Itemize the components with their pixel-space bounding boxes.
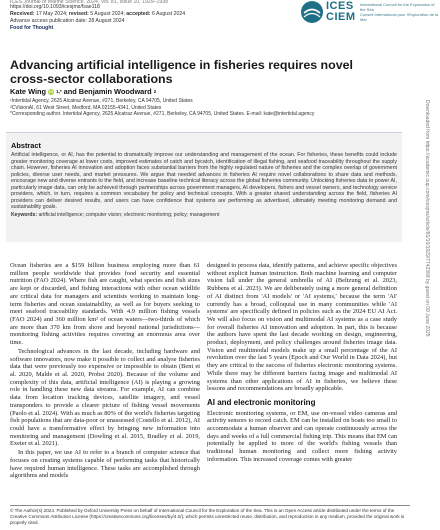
body-paragraph: Electronic monitoring systems, or EM, use on-vessel video cameras and activity sensors to record catch. EM can be installed on boats too small to accommodate a human observer and can operate continuously across the days and weeks of a full commercial fishing trip. This means that EM can potentially be applied to more of the world's fishing vessels than traditional human monitoring and collect more fishing activity information. This increased coverage comes with greater [207, 409, 397, 463]
ices-logo-icon [300, 0, 324, 24]
download-note-text: Downloaded from https://academic.oup.com/icesjms/article/81/10/1929/7742368 by guest on 09 June 2025 [424, 100, 430, 337]
affiliation: ²CVisionAI, 61 West Street, Medford, MA 02155-4341, United States [10, 104, 162, 111]
orcid-icon[interactable]: iD [49, 88, 54, 94]
journal-line: ICES Journal of Marine Science, 2024, Vol. 81, Issue 10, 1929–1938 [10, 0, 169, 4]
license-text: © The Author(s) 2024. Published by Oxford University Press on behalf of International Council for the Exploration of the Sea. This is an Open Access article distributed under the terms of the Creative Commons Attribution License (https://creativecommons.org/licenses/by/4.0/), which permits unrestricted reuse, distribution, and reproduction in any medium, provided the original work is properly cited. [10, 508, 405, 525]
logo-tagline-en: International Council for the Exploration of the Sea [360, 2, 435, 12]
author-name[interactable]: Benjamin Woodward [78, 87, 152, 96]
dates-line: Received: 17 May 2024; revised: 5 August 2024; accepted: 6 August 2024 [10, 11, 186, 17]
body-column-left [10, 262, 200, 481]
body-paragraph: Technological advances in the last decade, including hardware and software innovators, now make it possible to collect and analyse fisheries data that were previously too expensive or impossible to obtain (Bent et al. 2020, Malde et al. 2020, Probst 2020). Because of the volume and complexity of this data, artificial intelligence (AI) is playing a growing role in handling these new data streams. For example, AI can combine data from location tracking devices, satellite imagery, and vessel transponders to provide a clearer picture of fishing vessel movements (Paolo et al. 2024). With as much as 80% of the world's fisheries targeting fish populations that are data-poor or unassessed (Costello et al. 2012), AI could have a transformative effect by bringing new information into monitoring and management (Dowling et al. 2015, Bradley et al. 2019, Exeter et al. 2021). [10, 347, 200, 448]
section-heading: AI and electronic monitoring [207, 397, 316, 407]
body-paragraph: designed to process data, identify patterns, and achieve specific objectives without explicit human instruction. Both machine learning and computer vision fall under the general umbrella of AI (Beltzung et al. 2023, Rubbens et al. 2023). We are deliberately using a more general definition of AI distinct from 'AI models' or 'AI systems,' because the term 'AI' currently has a broad, colloquial use in many communities while 'AI systems' are specifically defined in policies such as the 2024 EU AI Act. We will also focus on vision and multimodal AI systems as a case study for overall fisheries AI innovation and adoption. In part, this is because the authors have spent the last decade working on design, engineering, product, deployment, and policy challenges around fisheries image data. Vision and multimodal models make up a small percentage of the AI revolution over the last 5 years (Epoch and Our World in Data 2024), but they are critical to the success of fisheries electronic monitoring systems. While there may be different barriers facing image and multimodal AI systems than other applications of AI in fisheries, we believe these lessons and recommendations are broadly applicable. [207, 262, 397, 393]
abstract-heading: Abstract [11, 141, 41, 150]
keywords-line [11, 212, 397, 219]
download-watermark [422, 100, 430, 430]
article-title: Advancing artificial intelligence in fisheries requires novel cross-sector collaborations [10, 58, 353, 86]
abstract-text: Artificial intelligence, or AI, has the potential to dramatically improve our understanding and management of the ocean. For fisheries, these benefits could include greater monitoring coverage at lower costs, improved estimates of catch and bycatch, identification of illegal fishing, and seafood traceability throughout the supply chain. However, fisheries AI innovation and adoption faces substantial barriers from the highly regulated nature of fisheries and the complex overlap of government policies, diverse user needs, and market pressures. We argue that needed advances in fisheries AI require novel collaborations to share data and methods, encourage new and diverse entrants to the field, and increase baseline technical literacy across the global fisheries community. Unlocking fisheries data to power AI, particularly image data, can only be achieved through partnerships across government managers, AI developers, fishers and vessel owners, and technology service providers, which, in turn, requires a common vocabulary for policy and technical concepts. With a greater shared understanding across the field, fisheries AI providers can deliver desired results, and users can have confidence that systems are performing as advertised, ultimately meeting monitoring demand and sustainability goals. [11, 152, 397, 210]
body-paragraph: Ocean fisheries are a $159 billion business employing more than 61 million people worldwide that provides food security and essential nutrition (FAO 2024). Where fish are caught, what species and fish sizes are kept or discarded, and fishing interactions with other ocean wildlife are critical data for managers and scientists working to maintain long-term fisheries and ocean sustainability, as well as for buyers seeking to meet seafood traceability standards. With 4.9 million fishing vessels (FAO 2024) and 360 million km² of ocean waters—two-thirds of which are more than 370 km from shore and beyond national jurisdictions—monitoring fishing activities requires covering an enormous area over time. [10, 262, 200, 347]
author-name[interactable]: Kate Wing [10, 87, 47, 96]
affiliation: ¹Intertidal Agency, 2625 Alcatraz Avenue, #271, Berkeley, CA 94705, United States [10, 98, 193, 104]
author-list [10, 87, 156, 96]
keywords-label: Keywords: [11, 211, 38, 218]
abstract-box [6, 132, 402, 242]
corresponding-author: *Corresponding author. Intertidal Agency, 2625 Alcatraz Avenue, #271, Berkeley, CA 94705, United States. E-mail: kate@intertidal.agency [10, 111, 315, 118]
keywords-list: artificial intelligence; computer vision; electronic monitoring; policy; management [38, 211, 220, 218]
author-separator: and [63, 87, 77, 96]
logo-text-ices: ICES [326, 0, 354, 12]
license-footer [10, 505, 410, 525]
author-superscript: 2 [153, 89, 157, 94]
ices-logo [300, 0, 440, 26]
affiliations [10, 98, 390, 118]
logo-text-ciem: CIEM [326, 11, 356, 23]
logo-tagline-fr: Conseil International pour l'Exploration de la Mer [360, 12, 439, 22]
author-superscript: 1,* [56, 89, 62, 94]
journal-header [10, 0, 260, 32]
doi-link[interactable]: https://doi.org/10.1093/icesjms/fsae118 [10, 4, 100, 10]
article-section: Food for Thought [10, 25, 54, 31]
body-paragraph: In this paper, we use AI to refer to a branch of computer science that focuses on creating systems capable of performing tasks that historically have required human intelligence. These tasks are accomplished through algorithms and models [10, 449, 200, 480]
body-column-right [207, 262, 397, 465]
advance-access: Advance access publication date: 28 August 2024 [10, 18, 125, 24]
